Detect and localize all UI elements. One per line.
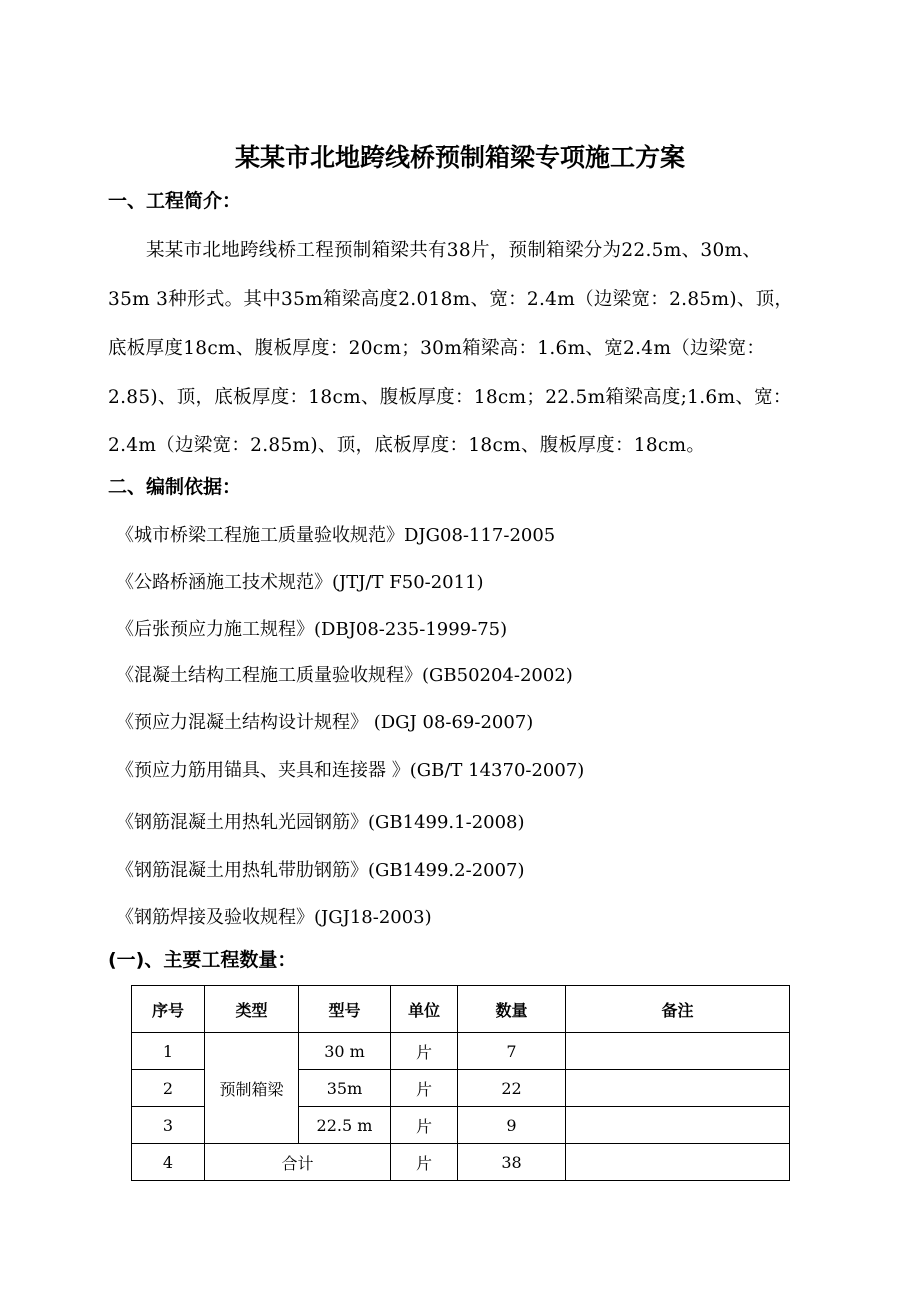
paragraph-line: 35m 3种形式。其中35m箱梁高度2.018m、宽：2.4m（边梁宽：2.85m)、顶， xyxy=(108,289,794,310)
table-row xyxy=(132,1033,790,1070)
reference-item: 《预应力混凝土结构设计规程》 (DGJ 08-69-2007) xyxy=(116,712,534,733)
paragraph-line: 底板厚度18cm、腹板厚度：20cm；30m箱梁高：1.6m、宽2.4m（边梁宽： xyxy=(108,338,766,359)
header-cell: 备注 xyxy=(566,986,790,1033)
reference-item: 《预应力筋用锚具、夹具和连接器 》(GB/T 14370-2007) xyxy=(116,760,585,781)
section-heading-basis: 二、编制依据： xyxy=(108,476,242,498)
cell-note xyxy=(566,1070,790,1107)
header-cell: 单位 xyxy=(391,986,458,1033)
section-heading-overview: 一、工程简介： xyxy=(108,190,242,212)
cell-note xyxy=(566,1033,790,1070)
header-cell: 序号 xyxy=(132,986,205,1033)
cell-unit: 片 xyxy=(391,1107,458,1144)
reference-item: 《城市桥梁工程施工质量验收规范》DJG08-117-2005 xyxy=(116,525,556,546)
cell-model: 30 m xyxy=(299,1033,391,1070)
header-cell: 型号 xyxy=(299,986,391,1033)
reference-item: 《混凝土结构工程施工质量验收规程》(GB50204-2002) xyxy=(116,665,573,686)
document-title: 某某市北地跨线桥预制箱梁专项施工方案 xyxy=(234,143,685,172)
paragraph-line: 2.85)、顶，底板厚度：18cm、腹板厚度：18cm；22.5m箱梁高度;1.6m、宽： xyxy=(108,387,792,408)
cell-no: 3 xyxy=(132,1107,205,1144)
paragraph-line: 某某市北地跨线桥工程预制箱梁共有38片，预制箱梁分为22.5m、30m、 xyxy=(146,240,762,261)
cell-note xyxy=(566,1107,790,1144)
header-cell: 类型 xyxy=(205,986,299,1033)
quantities-table xyxy=(131,985,790,1181)
cell-no: 4 xyxy=(132,1144,205,1181)
cell-unit: 片 xyxy=(391,1070,458,1107)
cell-qty: 38 xyxy=(458,1144,566,1181)
reference-item: 《钢筋焊接及验收规程》(JGJ18-2003) xyxy=(116,907,432,928)
cell-qty: 22 xyxy=(458,1070,566,1107)
cell-qty: 7 xyxy=(458,1033,566,1070)
section-heading-quantities: (一)、主要工程数量： xyxy=(108,949,297,971)
reference-item: 《公路桥涵施工技术规范》(JTJ/T F50-2011) xyxy=(116,572,484,593)
reference-item: 《钢筋混凝土用热轧带肋钢筋》(GB1499.2-2007) xyxy=(116,860,525,881)
header-cell: 数量 xyxy=(458,986,566,1033)
cell-model: 35m xyxy=(299,1070,391,1107)
reference-item: 《钢筋混凝土用热轧光园钢筋》(GB1499.1-2008) xyxy=(116,812,525,833)
table-total-row xyxy=(132,1144,790,1181)
cell-note xyxy=(566,1144,790,1181)
cell-qty: 9 xyxy=(458,1107,566,1144)
cell-no: 1 xyxy=(132,1033,205,1070)
cell-no: 2 xyxy=(132,1070,205,1107)
cell-model: 22.5 m xyxy=(299,1107,391,1144)
cell-unit: 片 xyxy=(391,1033,458,1070)
reference-item: 《后张预应力施工规程》(DBJ08-235-1999-75) xyxy=(116,619,508,640)
cell-type: 预制箱梁 xyxy=(205,1033,299,1144)
cell-unit: 片 xyxy=(391,1144,458,1181)
cell-total-label: 合计 xyxy=(205,1144,391,1181)
table-header-row xyxy=(132,986,790,1033)
paragraph-line: 2.4m（边梁宽：2.85m)、顶，底板厚度：18cm、腹板厚度：18cm。 xyxy=(108,435,706,456)
